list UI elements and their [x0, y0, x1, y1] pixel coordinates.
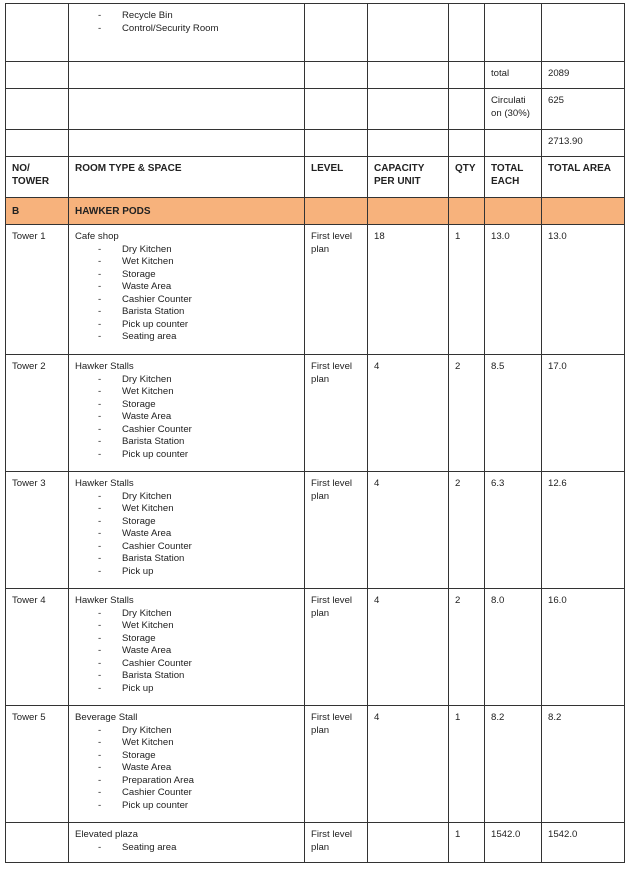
section-cell: [485, 198, 542, 225]
no-cell: [6, 130, 69, 157]
section-code: B: [6, 198, 69, 225]
top-row: [6, 4, 625, 62]
room-cell: [69, 355, 305, 472]
capacity-cell: 4: [368, 472, 449, 589]
total-each-cell: 8.5: [485, 355, 542, 472]
capacity-cell: 4: [368, 589, 449, 706]
table-row: [6, 355, 625, 472]
space-item: - Barista Station: [98, 553, 298, 566]
section-cell: [368, 198, 449, 225]
room-cell: [69, 130, 305, 157]
summary-value-cell: 625: [542, 89, 625, 130]
total-each-cell: 6.3: [485, 472, 542, 589]
space-item: - Dry Kitchen: [98, 491, 298, 504]
space-item: - Preparation Area: [98, 775, 298, 788]
space-item: - Wet Kitchen: [98, 256, 298, 269]
no-cell: [6, 62, 69, 89]
space-item: - Recycle Bin: [98, 10, 298, 23]
space-item: - Cashier Counter: [98, 541, 298, 554]
room-title: Elevated plaza: [75, 829, 138, 840]
space-item: - Barista Station: [98, 306, 298, 319]
section-cell: [449, 198, 485, 225]
summary-value-cell: 2089: [542, 62, 625, 89]
total-area-cell: 8.2: [542, 706, 625, 823]
qty-cell: 1: [449, 706, 485, 823]
summary-value-cell: 2713.90: [542, 130, 625, 157]
table-header-row: [6, 157, 625, 198]
total-each-cell: 1542.0: [485, 823, 542, 863]
space-item: - Control/Security Room: [98, 23, 298, 36]
capacity-cell: [368, 4, 449, 62]
total-area-cell: 1542.0: [542, 823, 625, 863]
level-cell: First level plan: [305, 225, 368, 355]
summary-value-cell: [542, 4, 625, 62]
space-item: - Seating area: [98, 331, 298, 344]
qty-cell: [449, 89, 485, 130]
table-row: [6, 823, 625, 863]
space-item: - Waste Area: [98, 281, 298, 294]
total-each-cell: 8.2: [485, 706, 542, 823]
total-each-cell: 8.0: [485, 589, 542, 706]
room-cell: [69, 823, 305, 863]
space-item: - Waste Area: [98, 411, 298, 424]
level-cell: [305, 89, 368, 130]
tower-cell: Tower 2: [6, 355, 69, 472]
section-title: HAWKER PODS: [69, 198, 305, 225]
space-item: - Cashier Counter: [98, 658, 298, 671]
room-title: Beverage Stall: [75, 712, 138, 723]
space-item: - Pick up counter: [98, 449, 298, 462]
space-list: [75, 374, 298, 462]
level-cell: First level plan: [305, 472, 368, 589]
space-list: [75, 725, 298, 813]
room-title: Cafe shop: [75, 231, 119, 242]
space-item: - Storage: [98, 633, 298, 646]
header-total-each: TOTAL EACH: [485, 157, 542, 198]
summary-row-grand-total: [6, 130, 625, 157]
no-cell: [6, 89, 69, 130]
qty-cell: [449, 62, 485, 89]
space-item: - Waste Area: [98, 645, 298, 658]
summary-label-cell: [485, 4, 542, 62]
space-item: - Cashier Counter: [98, 424, 298, 437]
summary-row-total: [6, 62, 625, 89]
space-item: - Cashier Counter: [98, 294, 298, 307]
header-total-area: TOTAL AREA: [542, 157, 625, 198]
table-row: [6, 225, 625, 355]
section-row: [6, 198, 625, 225]
qty-cell: 2: [449, 355, 485, 472]
tower-cell: [6, 823, 69, 863]
header-level: LEVEL: [305, 157, 368, 198]
space-item: - Pick up counter: [98, 800, 298, 813]
summary-label-cell: total: [485, 62, 542, 89]
table-row: [6, 706, 625, 823]
level-cell: First level plan: [305, 355, 368, 472]
space-item: - Pick up counter: [98, 319, 298, 332]
qty-cell: [449, 130, 485, 157]
header-room: ROOM TYPE & SPACE: [69, 157, 305, 198]
room-cell: [69, 472, 305, 589]
room-title: Hawker Stalls: [75, 361, 134, 372]
space-item: - Dry Kitchen: [98, 725, 298, 738]
space-list: [75, 842, 298, 855]
header-qty: QTY: [449, 157, 485, 198]
capacity-cell: 18: [368, 225, 449, 355]
space-item: - Storage: [98, 516, 298, 529]
space-item: - Seating area: [98, 842, 298, 855]
level-cell: [305, 4, 368, 62]
room-cell: [69, 589, 305, 706]
qty-cell: [449, 4, 485, 62]
capacity-cell: [368, 89, 449, 130]
level-cell: [305, 130, 368, 157]
summary-label-cell: [485, 130, 542, 157]
space-item: - Pick up: [98, 683, 298, 696]
space-item: - Dry Kitchen: [98, 608, 298, 621]
space-list: [75, 491, 298, 579]
room-cell: [69, 89, 305, 130]
space-item: - Dry Kitchen: [98, 244, 298, 257]
tower-cell: Tower 4: [6, 589, 69, 706]
section-cell: [305, 198, 368, 225]
capacity-cell: [368, 823, 449, 863]
section-cell: [542, 198, 625, 225]
room-title: Hawker Stalls: [75, 595, 134, 606]
space-item: - Storage: [98, 399, 298, 412]
space-item: - Storage: [98, 750, 298, 763]
total-area-cell: 13.0: [542, 225, 625, 355]
summary-row-circulation: [6, 89, 625, 130]
total-each-cell: 13.0: [485, 225, 542, 355]
space-item: - Wet Kitchen: [98, 737, 298, 750]
room-cell: [69, 4, 305, 62]
space-list: [75, 244, 298, 344]
level-cell: [305, 62, 368, 89]
space-item: - Pick up: [98, 566, 298, 579]
capacity-cell: 4: [368, 355, 449, 472]
level-cell: First level plan: [305, 589, 368, 706]
capacity-cell: [368, 62, 449, 89]
space-schedule-table: [5, 3, 625, 863]
qty-cell: 2: [449, 589, 485, 706]
room-cell: [69, 706, 305, 823]
space-list: [75, 608, 298, 696]
space-item: - Wet Kitchen: [98, 503, 298, 516]
no-cell: [6, 4, 69, 62]
qty-cell: 2: [449, 472, 485, 589]
qty-cell: 1: [449, 225, 485, 355]
summary-label-cell: Circulati on (30%): [485, 89, 542, 130]
space-item: - Waste Area: [98, 762, 298, 775]
space-item: - Waste Area: [98, 528, 298, 541]
space-item: - Cashier Counter: [98, 787, 298, 800]
space-list: [75, 10, 298, 35]
total-area-cell: 16.0: [542, 589, 625, 706]
data-rows: [6, 225, 625, 863]
space-item: - Barista Station: [98, 670, 298, 683]
space-item: - Storage: [98, 269, 298, 282]
total-area-cell: 17.0: [542, 355, 625, 472]
qty-cell: 1: [449, 823, 485, 863]
room-title: Hawker Stalls: [75, 478, 134, 489]
capacity-cell: 4: [368, 706, 449, 823]
total-area-cell: 12.6: [542, 472, 625, 589]
space-item: - Barista Station: [98, 436, 298, 449]
tower-cell: Tower 5: [6, 706, 69, 823]
table-row: [6, 589, 625, 706]
space-item: - Wet Kitchen: [98, 620, 298, 633]
space-item: - Wet Kitchen: [98, 386, 298, 399]
tower-cell: Tower 1: [6, 225, 69, 355]
space-item: - Dry Kitchen: [98, 374, 298, 387]
table-row: [6, 472, 625, 589]
tower-cell: Tower 3: [6, 472, 69, 589]
header-no: NO/ TOWER: [6, 157, 69, 198]
capacity-cell: [368, 130, 449, 157]
room-cell: [69, 225, 305, 355]
level-cell: First level plan: [305, 706, 368, 823]
room-cell: [69, 62, 305, 89]
level-cell: First level plan: [305, 823, 368, 863]
header-capacity: CAPACITY PER UNIT: [368, 157, 449, 198]
